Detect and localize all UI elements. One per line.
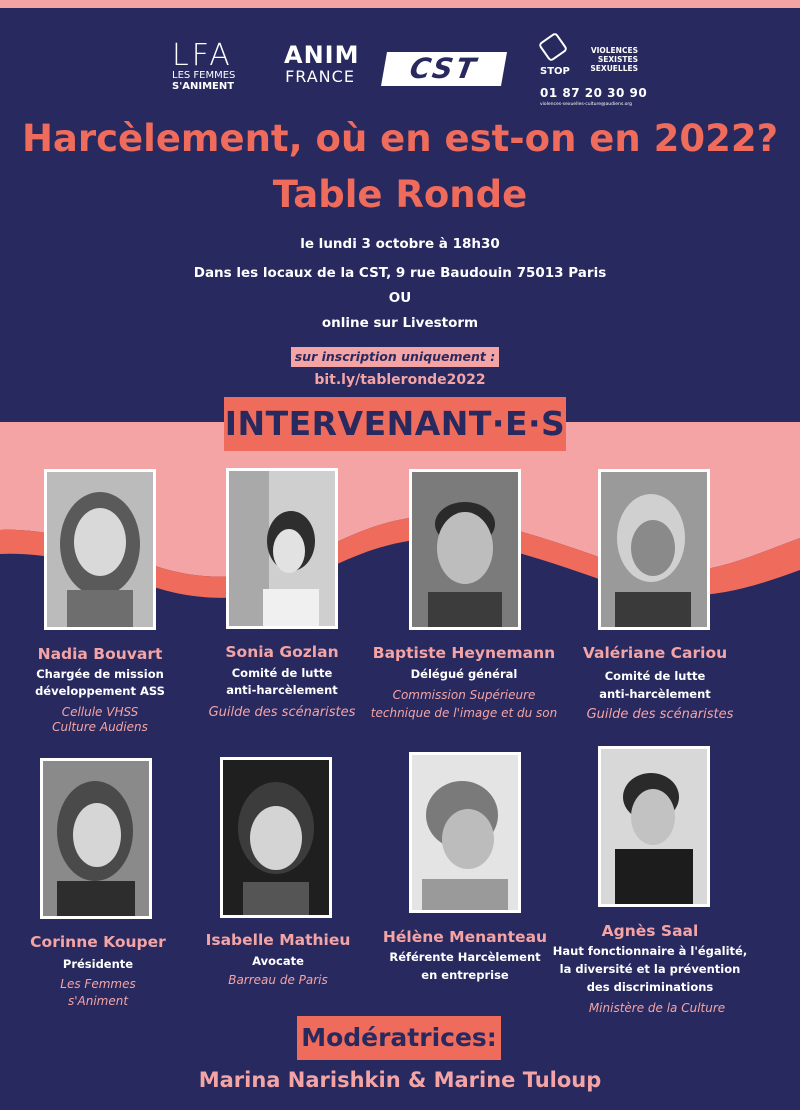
speaker-photo-baptiste bbox=[409, 469, 521, 630]
lfa-logo: LFA LES FEMMES S'ANIMENT bbox=[172, 38, 236, 92]
registration-link[interactable]: bit.ly/tableronde2022 bbox=[314, 372, 486, 388]
event-date: le lundi 3 octobre à 18h30 bbox=[300, 236, 500, 252]
speaker-role: en entreprise bbox=[421, 968, 509, 982]
speaker-name: Nadia Bouvart bbox=[37, 645, 163, 663]
speaker-photo-isabelle bbox=[220, 757, 332, 918]
event-subtitle: Table Ronde bbox=[272, 173, 528, 216]
anim-france-logo: ANIM FRANCE bbox=[284, 41, 360, 86]
event-online: online sur Livestorm bbox=[321, 315, 479, 331]
moderators-names: Marina Narishkin & Marine Tuloup bbox=[198, 1068, 602, 1092]
speaker-name: Hélène Menanteau bbox=[382, 928, 548, 946]
event-or: OU bbox=[388, 290, 412, 306]
speaker-role: Présidente bbox=[62, 957, 134, 971]
speaker-photo-sonia bbox=[226, 468, 338, 629]
speaker-photo-nadia bbox=[44, 469, 156, 630]
speaker-org: s'Animent bbox=[67, 994, 129, 1008]
top-strip bbox=[0, 0, 800, 8]
speaker-role: Comité de lutte bbox=[604, 669, 706, 683]
speaker-role: Référente Harcèlement bbox=[389, 950, 541, 964]
event-location: Dans les locaux de la CST, 9 rue Baudouin 75013 Paris bbox=[193, 265, 607, 281]
speakers-heading: INTERVENANT·E·S bbox=[224, 397, 566, 451]
registration-badge: sur inscription uniquement : bbox=[291, 347, 499, 367]
speaker-role: Chargée de mission bbox=[36, 667, 164, 681]
moderators-heading: Modératrices: bbox=[297, 1016, 501, 1060]
speaker-name: Agnès Saal bbox=[601, 922, 699, 940]
speaker-photo-valeriane bbox=[598, 469, 710, 630]
speaker-role: des discriminations bbox=[586, 980, 714, 994]
speaker-org: Commission Supérieure bbox=[392, 688, 536, 702]
speaker-name: Baptiste Heynemann bbox=[372, 644, 556, 662]
cst-logo: CST bbox=[381, 52, 507, 86]
speaker-photo-helene bbox=[409, 752, 521, 913]
speaker-role: Avocate bbox=[252, 954, 304, 968]
speaker-role: anti-harcèlement bbox=[599, 687, 711, 701]
speaker-org: Cellule VHSS bbox=[61, 705, 139, 719]
speaker-org: Barreau de Paris bbox=[228, 973, 328, 987]
speaker-name: Isabelle Mathieu bbox=[205, 931, 351, 949]
speaker-role: développement ASS bbox=[35, 684, 165, 698]
speaker-role: Délégué général bbox=[410, 667, 518, 681]
speaker-org: Culture Audiens bbox=[52, 720, 148, 734]
event-title: Harcèlement, où en est-on en 2022? bbox=[21, 117, 779, 160]
speaker-org: Guilde des scénaristes bbox=[586, 707, 734, 722]
helpline-number: 01 87 20 30 90 bbox=[540, 86, 648, 100]
speaker-role: Haut fonctionnaire à l'égalité, bbox=[552, 944, 748, 958]
speaker-name: Valériane Cariou bbox=[582, 644, 728, 662]
speaker-role: la diversité et la prévention bbox=[559, 962, 741, 976]
speaker-org: Guilde des scénaristes bbox=[208, 705, 356, 720]
speaker-photo-corinne bbox=[40, 758, 152, 919]
speaker-org: Les Femmes bbox=[60, 977, 136, 991]
speaker-role: anti-harcèlement bbox=[226, 683, 338, 697]
helpline-email: violences-sexuelles-culture@audiens.org bbox=[540, 102, 633, 107]
speaker-role: Comité de lutte bbox=[231, 666, 333, 680]
speaker-name: Sonia Gozlan bbox=[225, 643, 339, 661]
speaker-photo-agnes bbox=[598, 746, 710, 907]
speaker-name: Corinne Kouper bbox=[30, 933, 166, 951]
megaphone-icon bbox=[538, 32, 569, 63]
speaker-org: technique de l'image et du son bbox=[370, 706, 558, 720]
speaker-org: Ministère de la Culture bbox=[588, 1001, 726, 1015]
